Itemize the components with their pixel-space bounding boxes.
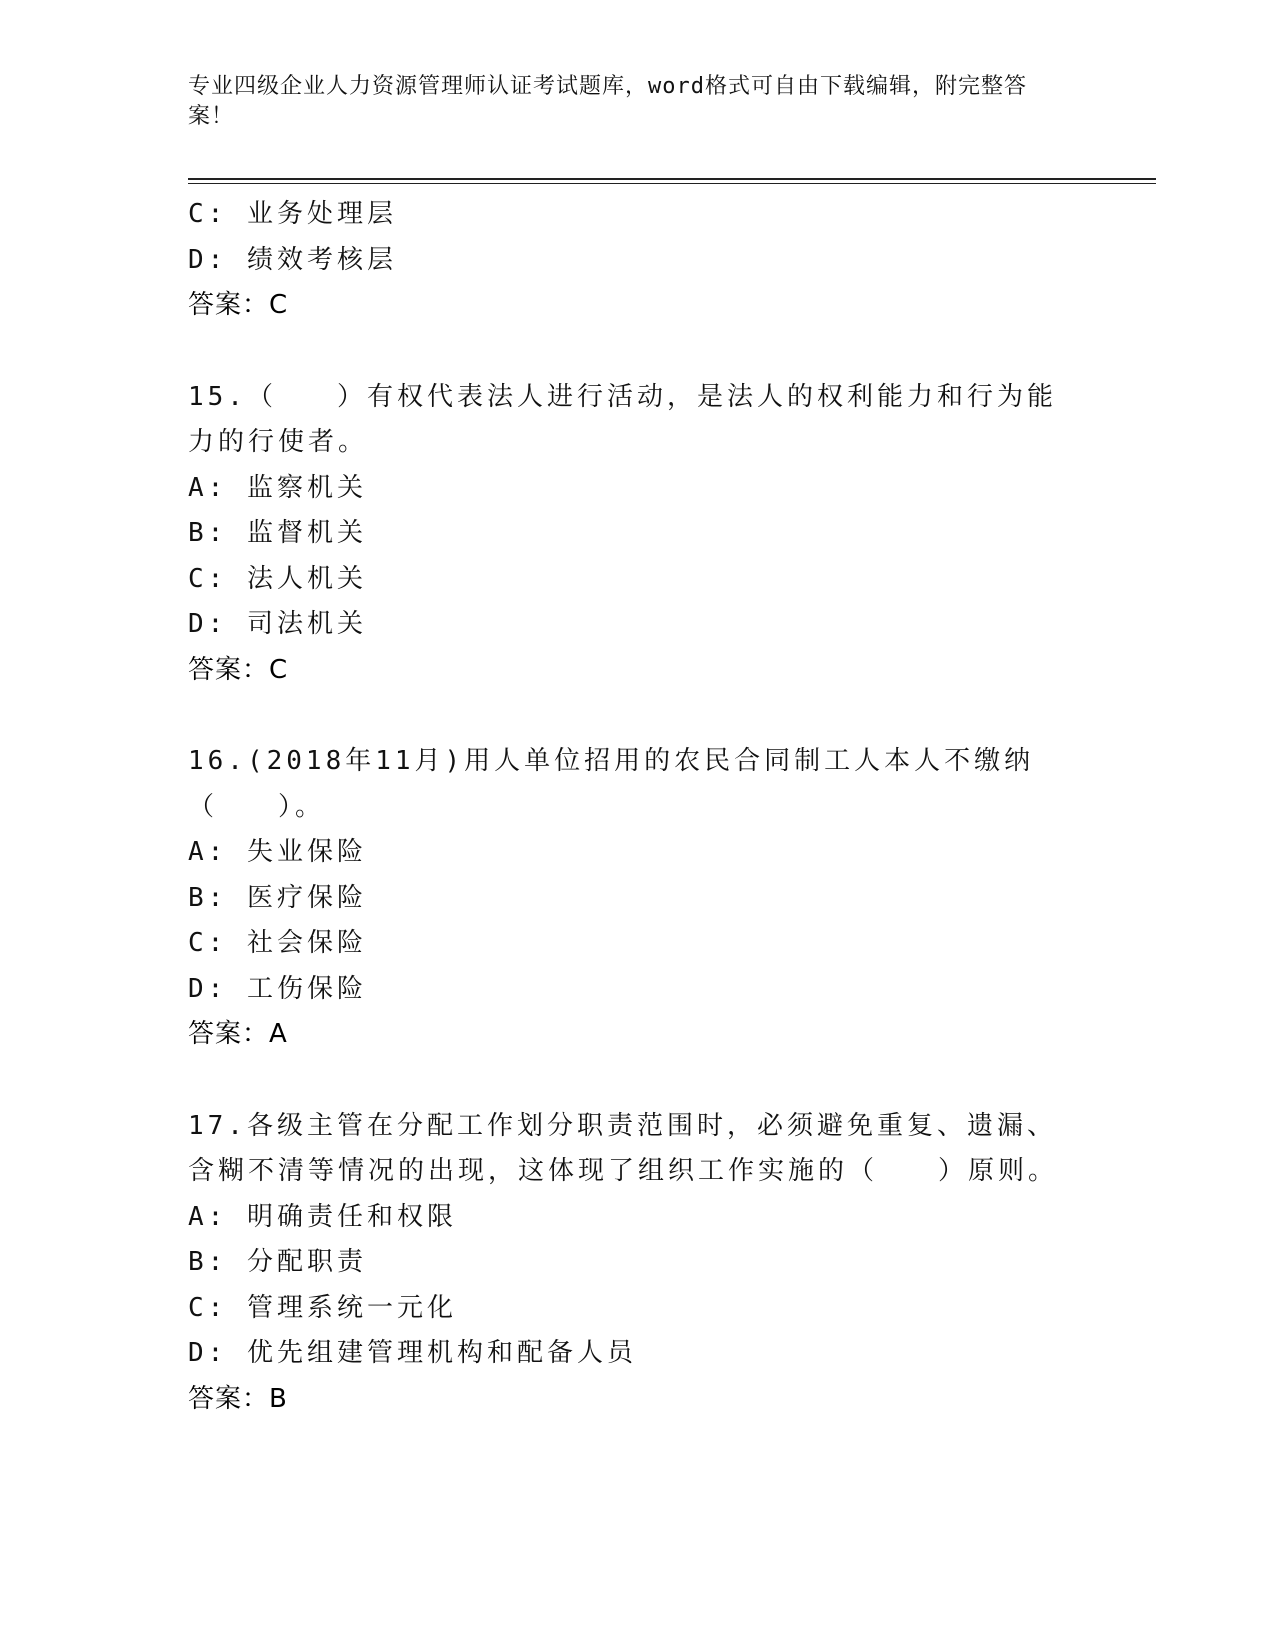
- document-body: [188, 192, 1088, 1422]
- option-a: A: 明确责任和权限: [188, 1201, 457, 1232]
- spacer: [188, 1058, 1088, 1104]
- option-c: C: 业务处理层: [188, 199, 397, 229]
- option-d: D: 工伤保险: [188, 973, 367, 1004]
- option-c: C: 社会保险: [188, 928, 367, 958]
- question-stem: 15.（ ）有权代表法人进行活动，是法人的权利能力和行为能力的行使者。: [188, 381, 1057, 457]
- option-d: D: 绩效考核层: [188, 244, 397, 275]
- option-b: B: 医疗保险: [188, 882, 367, 913]
- option-b: B: 监督机关: [188, 518, 367, 548]
- option-a: A: 监察机关: [188, 472, 367, 503]
- question-16: [188, 739, 1088, 1058]
- header-divider-thin: [188, 183, 1156, 184]
- question-stem: 16.(2018年11月)用人单位招用的农民合同制工人本人不缴纳（ ）。: [188, 746, 1035, 822]
- header-divider: [188, 178, 1156, 180]
- spacer: [188, 693, 1088, 739]
- option-b: B: 分配职责: [188, 1247, 367, 1277]
- question-17: [188, 1104, 1088, 1423]
- option-d: D: 司法机关: [188, 609, 367, 639]
- answer-line: 答案：C: [188, 290, 289, 320]
- spacer: [188, 329, 1088, 375]
- option-d: D: 优先组建管理机构和配备人员: [188, 1338, 637, 1368]
- document-header-note: 专业四级企业人力资源管理师认证考试题库，word格式可自由下载编辑，附完整答案！: [188, 74, 1027, 129]
- question-15: [188, 375, 1088, 694]
- answer-line: 答案：A: [188, 1019, 288, 1049]
- option-c: C: 管理系统一元化: [188, 1292, 457, 1323]
- answer-line: 答案：C: [188, 654, 289, 685]
- option-a: A: 失业保险: [188, 837, 367, 867]
- answer-line: 答案：B: [188, 1383, 288, 1414]
- question-stem: 17.各级主管在分配工作划分职责范围时，必须避免重复、遗漏、含糊不清等情况的出现，这体现了组织工作实施的（ ）原则。: [188, 1110, 1059, 1186]
- question-14-continued: [188, 192, 1088, 329]
- option-c: C: 法人机关: [188, 563, 367, 594]
